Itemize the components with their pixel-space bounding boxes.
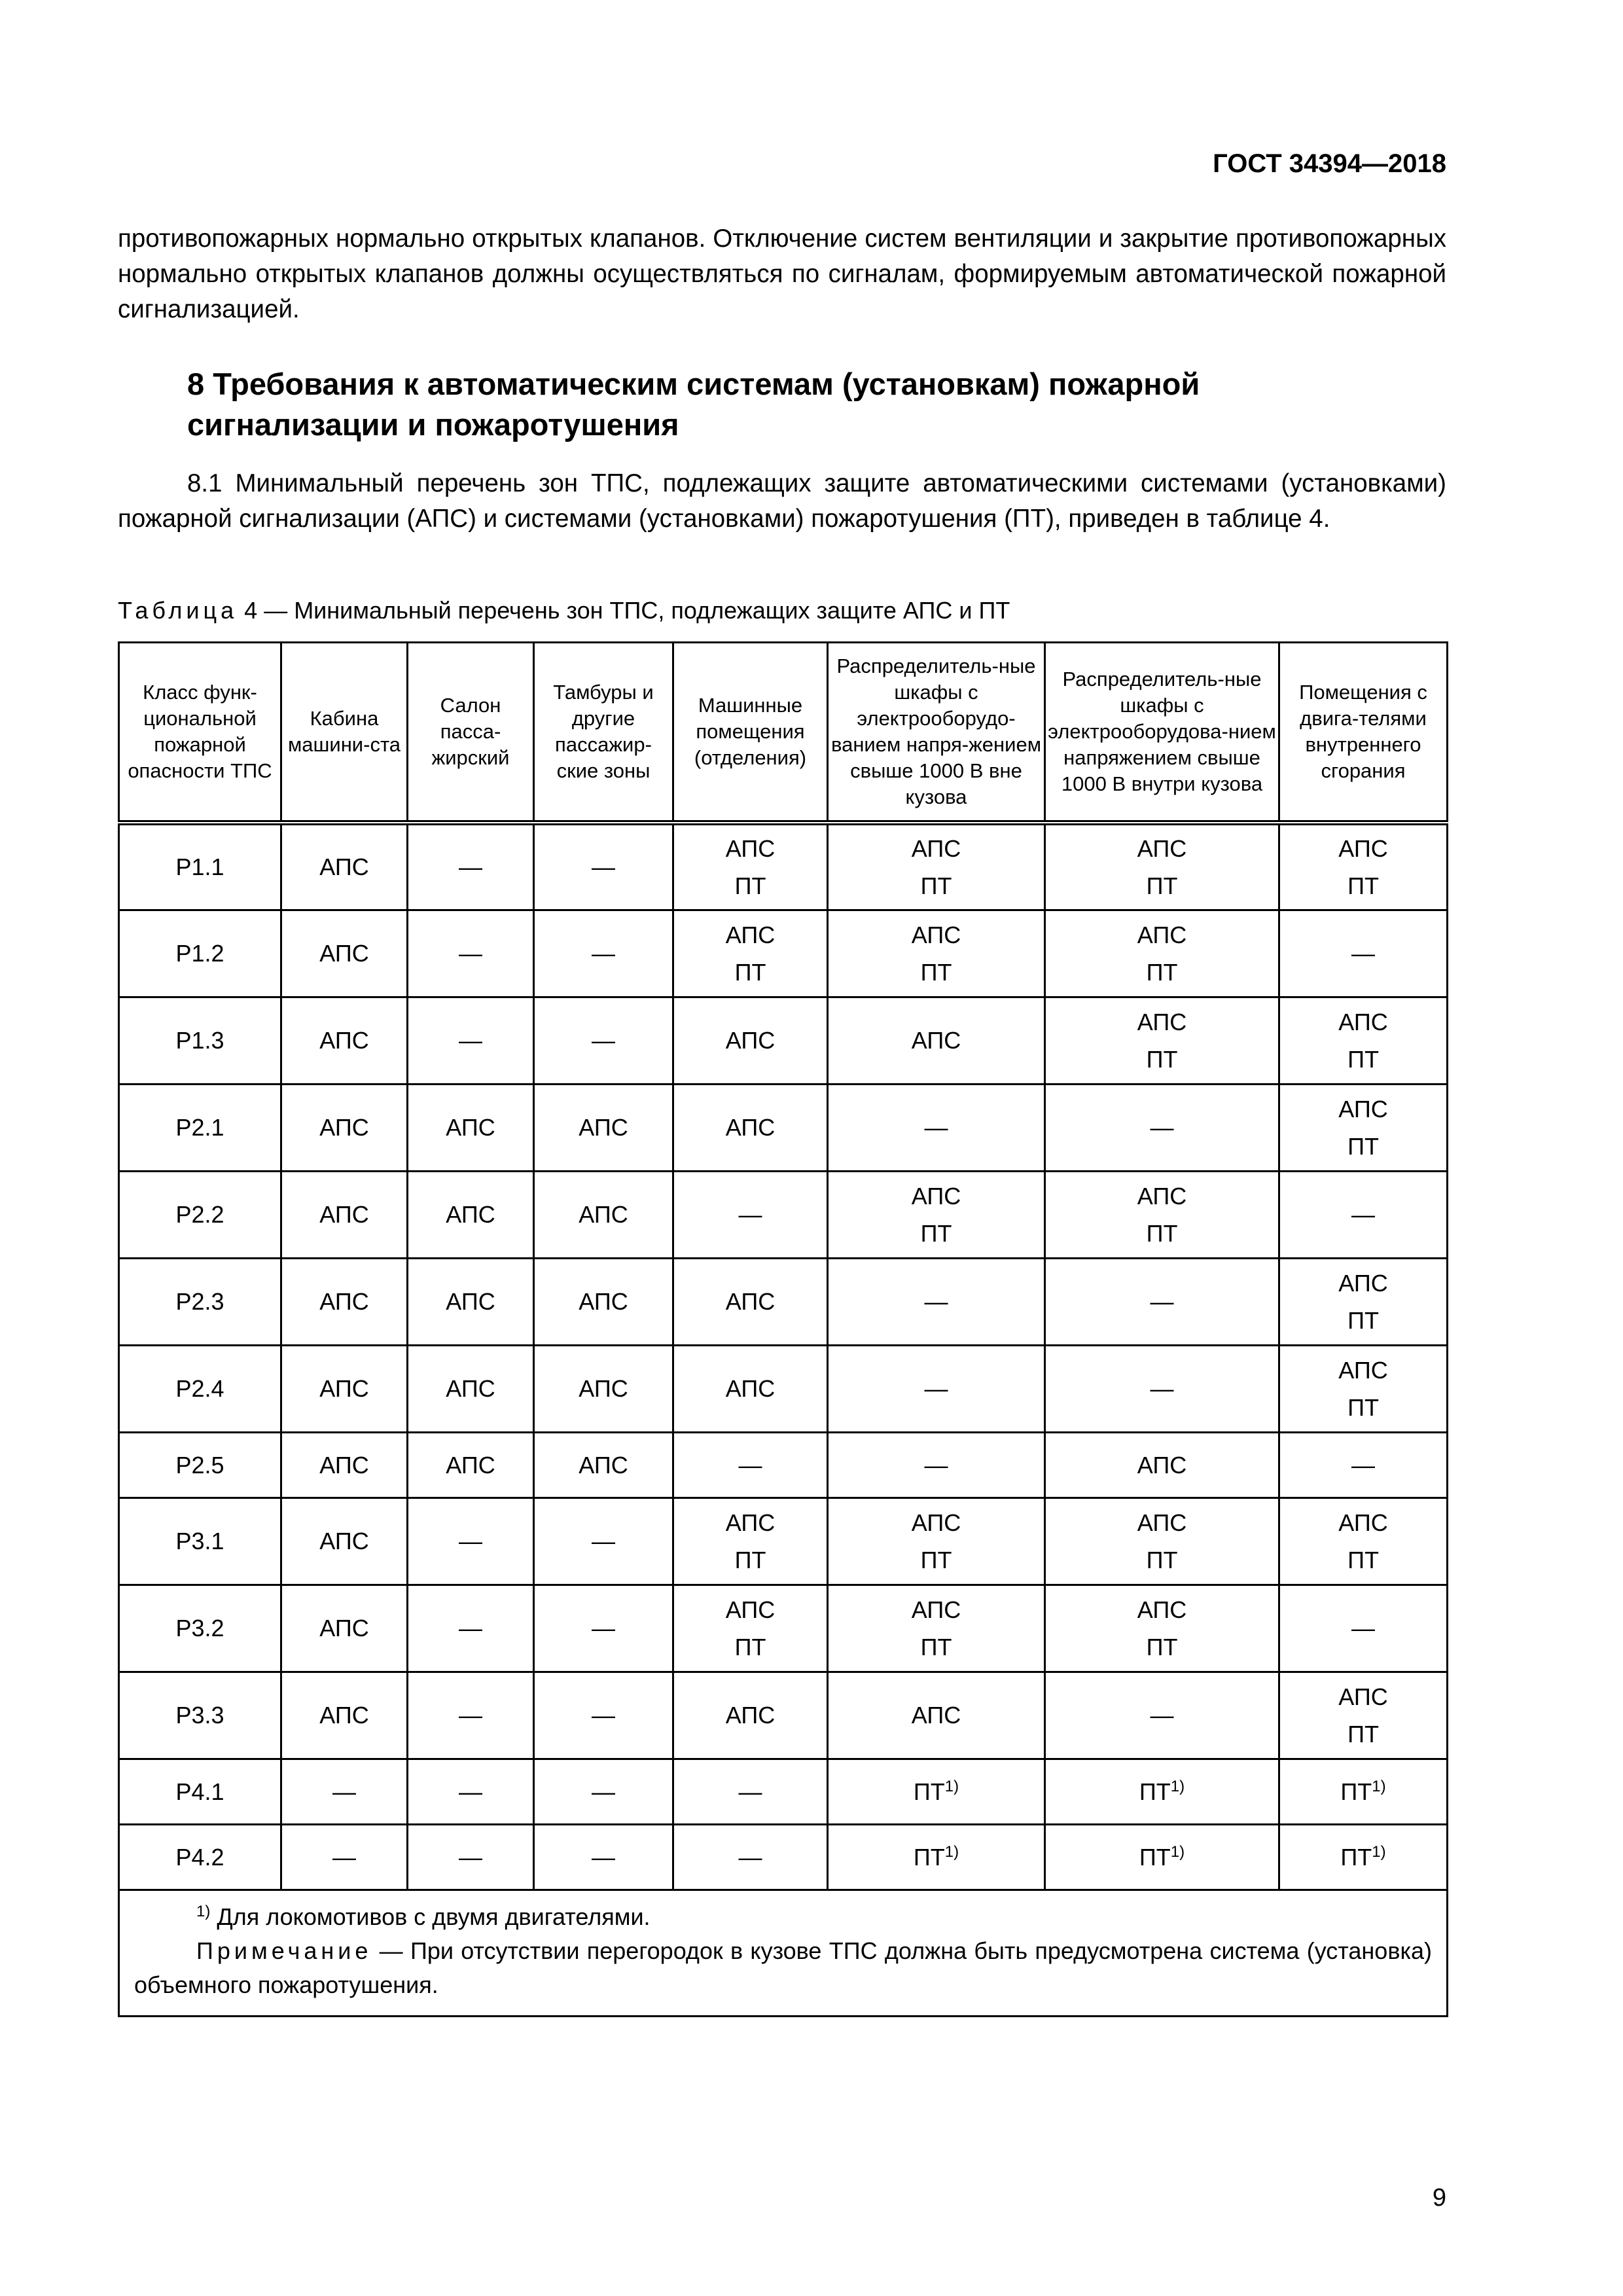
table-cell: — xyxy=(534,910,673,997)
table-header-cell: Распределитель-ные шкафы с электрооборудо-ванием напря-жением свыше 1000 В вне кузова xyxy=(828,643,1045,823)
table-cell xyxy=(1045,1498,1279,1585)
class-cell: Р2.3 xyxy=(119,1258,281,1345)
cell-line: АПС xyxy=(1338,1095,1388,1122)
section-title: 8 Требования к автоматическим системам (установкам) пожарной сигнализации и пожаротушения xyxy=(187,367,1200,442)
table-header-cell: Распределитель-ные шкафы с электрооборудова-нием напряжением свыше 1000 В внутри кузова xyxy=(1045,643,1279,823)
table-cell xyxy=(1279,1672,1448,1759)
cell-line: ПТ xyxy=(920,1546,952,1573)
table-cell: — xyxy=(281,1759,408,1824)
table-cell: — xyxy=(408,997,534,1084)
cell-line: АПС xyxy=(911,921,961,948)
table-header-cell: Кабина машини-ста xyxy=(281,643,408,823)
cell-value: ПТ xyxy=(1139,1778,1171,1805)
table-cell xyxy=(828,1585,1045,1672)
table-cell: — xyxy=(408,1759,534,1824)
table-row xyxy=(119,1345,1448,1432)
cell-line: ПТ xyxy=(734,1633,766,1660)
table-cell: АПС xyxy=(281,1585,408,1672)
cell-line: ПТ xyxy=(734,872,766,899)
class-cell: Р3.2 xyxy=(119,1585,281,1672)
cell-line: АПС xyxy=(911,1509,961,1536)
footnote xyxy=(134,1900,1432,1934)
table-cell: АПС xyxy=(281,1672,408,1759)
table-cell: АПС xyxy=(408,1345,534,1432)
page-number: 9 xyxy=(1432,2184,1446,2212)
table-cell: — xyxy=(673,1171,828,1258)
table-row xyxy=(119,823,1448,910)
table-cell: АПС xyxy=(281,1345,408,1432)
table-cell xyxy=(1045,997,1279,1084)
table-cell: — xyxy=(534,997,673,1084)
table-cell: — xyxy=(408,910,534,997)
class-cell: Р1.2 xyxy=(119,910,281,997)
table-cell xyxy=(673,910,828,997)
table-cell xyxy=(828,1171,1045,1258)
cell-line: ПТ xyxy=(1347,872,1379,899)
table-cell xyxy=(1279,1498,1448,1585)
zones-table xyxy=(118,641,1448,2017)
cell-line: ПТ xyxy=(1347,1045,1379,1073)
table-caption xyxy=(118,597,1010,624)
table-cell: АПС xyxy=(281,1498,408,1585)
table-cell xyxy=(828,1498,1045,1585)
class-cell: Р3.1 xyxy=(119,1498,281,1585)
table-cell: АПС xyxy=(1045,1432,1279,1498)
table-cell: АПС xyxy=(408,1258,534,1345)
table-cell: АПС xyxy=(281,823,408,910)
table-cell: — xyxy=(1279,910,1448,997)
cell-line: ПТ xyxy=(1347,1306,1379,1334)
table-row xyxy=(119,1432,1448,1498)
table-notes xyxy=(119,1890,1448,2016)
table-header-cell: Машинные помещения (отделения) xyxy=(673,643,828,823)
table-cell: — xyxy=(673,1432,828,1498)
cell-line: ПТ xyxy=(920,1219,952,1247)
table-cell: АПС xyxy=(281,1432,408,1498)
table-header-row xyxy=(119,643,1448,823)
table-row xyxy=(119,1759,1448,1824)
table-cell xyxy=(1045,1759,1279,1824)
table-cell: АПС xyxy=(408,1084,534,1171)
table-cell: АПС xyxy=(281,1084,408,1171)
cell-line: АПС xyxy=(1137,1596,1187,1623)
table-caption-text: 4 — Минимальный перечень зон ТПС, подлежащих защите АПС и ПТ xyxy=(244,597,1010,624)
table-header-cell: Класс функ-циональной пожарной опасности ТПС xyxy=(119,643,281,823)
table-cell xyxy=(673,1498,828,1585)
class-cell: Р4.1 xyxy=(119,1759,281,1824)
cell-line: АПС xyxy=(1137,834,1187,862)
cell-line: АПС xyxy=(911,834,961,862)
cell-line: ПТ xyxy=(1146,1045,1178,1073)
table-cell xyxy=(1279,997,1448,1084)
footnote-text: Для локомотивов с двумя двигателями. xyxy=(210,1903,651,1930)
cell-line: АПС xyxy=(1338,1683,1388,1710)
table-cell: — xyxy=(1279,1585,1448,1672)
cell-line: АПС xyxy=(725,921,776,948)
cell-line: АПС xyxy=(1338,834,1388,862)
table-cell: АПС xyxy=(534,1432,673,1498)
footnote-ref: 1) xyxy=(944,1777,959,1795)
table-cell xyxy=(1279,1824,1448,1890)
table-cell: — xyxy=(534,1824,673,1890)
cell-value: ПТ xyxy=(1139,1843,1171,1871)
table-cell: — xyxy=(673,1824,828,1890)
cell-line: ПТ xyxy=(920,958,952,986)
table-cell: — xyxy=(1045,1345,1279,1432)
table-cell xyxy=(828,1824,1045,1890)
table-cell: — xyxy=(1045,1672,1279,1759)
table-cell: АПС xyxy=(534,1258,673,1345)
cell-value: ПТ xyxy=(1340,1778,1372,1805)
table-cell: АПС xyxy=(534,1171,673,1258)
table-cell xyxy=(673,1585,828,1672)
table-cell xyxy=(1045,1585,1279,1672)
cell-line: ПТ xyxy=(734,958,766,986)
cell-line: АПС xyxy=(725,1509,776,1536)
cell-line: ПТ xyxy=(1146,872,1178,899)
cell-line: АПС xyxy=(911,1182,961,1210)
cell-line: ПТ xyxy=(1347,1132,1379,1160)
table-cell: АПС xyxy=(534,1345,673,1432)
table-row xyxy=(119,1672,1448,1759)
table-cell xyxy=(1279,823,1448,910)
table-row xyxy=(119,1585,1448,1672)
intro-paragraph: противопожарных нормально открытых клапанов. Отключение систем вентиляции и закрытие противопожарных нормально открытых клапанов должны осуществляться по сигналам, формируемым автоматической пожарной сигнализацией. xyxy=(118,224,1446,323)
table-cell: АПС xyxy=(828,997,1045,1084)
table-header-cell: Помещения с двига-телями внутреннего сгорания xyxy=(1279,643,1448,823)
table-cell xyxy=(828,1759,1045,1824)
table-cell xyxy=(1045,1171,1279,1258)
table-cell: — xyxy=(408,1498,534,1585)
table-cell: — xyxy=(1045,1084,1279,1171)
cell-line: ПТ xyxy=(920,1633,952,1660)
table-cell xyxy=(673,823,828,910)
cell-line: АПС xyxy=(1338,1509,1388,1536)
cell-line: АПС xyxy=(725,834,776,862)
cell-line: АПС xyxy=(1338,1356,1388,1384)
table-cell: АПС xyxy=(673,1345,828,1432)
cell-line: ПТ xyxy=(1146,1219,1178,1247)
table-row xyxy=(119,1171,1448,1258)
table-cell xyxy=(1045,1824,1279,1890)
cell-line: АПС xyxy=(1338,1008,1388,1035)
table-cell: АПС xyxy=(281,1258,408,1345)
footnote-ref: 1) xyxy=(1372,1777,1386,1795)
table-cell: — xyxy=(534,1672,673,1759)
table-header-cell: Салон пасса-жирский xyxy=(408,643,534,823)
table-row xyxy=(119,1084,1448,1171)
class-cell: Р2.2 xyxy=(119,1171,281,1258)
cell-line: ПТ xyxy=(734,1546,766,1573)
table-cell: — xyxy=(1279,1432,1448,1498)
table-cell: — xyxy=(534,1498,673,1585)
class-cell: Р1.1 xyxy=(119,823,281,910)
table-cell: — xyxy=(534,1759,673,1824)
table-cell xyxy=(1045,823,1279,910)
table-cell: АПС xyxy=(828,1672,1045,1759)
table-cell: АПС xyxy=(408,1432,534,1498)
table-cell xyxy=(1279,1759,1448,1824)
table-cell: — xyxy=(828,1258,1045,1345)
section-paragraph: 8.1 Минимальный перечень зон ТПС, подлежащих защите автоматическими системами (установками) пожарной сигнализации (АПС) и системами (установками) пожаротушения (ПТ), приведен в таблице 4. xyxy=(118,469,1446,533)
cell-line: АПС xyxy=(911,1596,961,1623)
table-cell: — xyxy=(828,1345,1045,1432)
cell-line: АПС xyxy=(1137,1182,1187,1210)
table-cell: — xyxy=(281,1824,408,1890)
table-cell: АПС xyxy=(534,1084,673,1171)
class-cell: Р2.1 xyxy=(119,1084,281,1171)
note-text: — При отсутствии перегородок в кузове ТПС должна быть предусмотрена система (установка) объемного пожаротушения. xyxy=(134,1937,1432,1998)
table-row xyxy=(119,910,1448,997)
table-row xyxy=(119,1498,1448,1585)
cell-value: ПТ xyxy=(913,1843,945,1871)
class-cell: Р3.3 xyxy=(119,1672,281,1759)
table-row xyxy=(119,997,1448,1084)
class-cell: Р4.2 xyxy=(119,1824,281,1890)
table-cell xyxy=(1279,1345,1448,1432)
table-cell: АПС xyxy=(673,1084,828,1171)
table-cell: — xyxy=(408,1672,534,1759)
document-number: ГОСТ 34394—2018 xyxy=(1213,149,1446,178)
table-cell: АПС xyxy=(673,1258,828,1345)
cell-line: ПТ xyxy=(1347,1393,1379,1421)
cell-line: АПС xyxy=(1338,1269,1388,1297)
cell-line: ПТ xyxy=(1347,1720,1379,1748)
table-row xyxy=(119,1824,1448,1890)
table-cell: — xyxy=(534,1585,673,1672)
table-cell: — xyxy=(408,823,534,910)
table-cell: — xyxy=(534,823,673,910)
note xyxy=(134,1934,1432,2002)
table-cell xyxy=(1279,1084,1448,1171)
cell-line: ПТ xyxy=(1347,1546,1379,1573)
table-cell: — xyxy=(673,1759,828,1824)
table-cell: — xyxy=(1279,1171,1448,1258)
table-cell: АПС xyxy=(281,910,408,997)
table-cell xyxy=(828,910,1045,997)
cell-line: АПС xyxy=(725,1596,776,1623)
cell-line: ПТ xyxy=(1146,1633,1178,1660)
cell-line: АПС xyxy=(1137,1509,1187,1536)
table-cell: АПС xyxy=(281,1171,408,1258)
table-row xyxy=(119,1258,1448,1345)
class-cell: Р2.4 xyxy=(119,1345,281,1432)
footnote-mark: 1) xyxy=(196,1902,211,1920)
cell-value: ПТ xyxy=(1340,1843,1372,1871)
table-cell: — xyxy=(408,1585,534,1672)
table-cell: АПС xyxy=(408,1171,534,1258)
table-cell xyxy=(828,823,1045,910)
footnote-ref: 1) xyxy=(944,1842,959,1861)
table-cell: — xyxy=(828,1432,1045,1498)
cell-line: АПС xyxy=(1137,921,1187,948)
footnote-ref: 1) xyxy=(1170,1842,1185,1861)
table-cell: — xyxy=(828,1084,1045,1171)
class-cell: Р2.5 xyxy=(119,1432,281,1498)
table-cell xyxy=(1279,1258,1448,1345)
note-label: Примечание xyxy=(196,1937,372,1964)
cell-line: АПС xyxy=(1137,1008,1187,1035)
footnote-ref: 1) xyxy=(1170,1777,1185,1795)
cell-line: ПТ xyxy=(920,872,952,899)
table-cell: — xyxy=(1045,1258,1279,1345)
table-cell: АПС xyxy=(281,997,408,1084)
cell-line: ПТ xyxy=(1146,958,1178,986)
table-cell: АПС xyxy=(673,1672,828,1759)
cell-value: ПТ xyxy=(913,1778,945,1805)
footnote-ref: 1) xyxy=(1372,1842,1386,1861)
cell-line: ПТ xyxy=(1146,1546,1178,1573)
table-caption-prefix: Таблица xyxy=(118,597,238,624)
class-cell: Р1.3 xyxy=(119,997,281,1084)
table-cell xyxy=(1045,910,1279,997)
table-header-cell: Тамбуры и другие пассажир-ские зоны xyxy=(534,643,673,823)
table-cell: — xyxy=(408,1824,534,1890)
table-cell: АПС xyxy=(673,997,828,1084)
